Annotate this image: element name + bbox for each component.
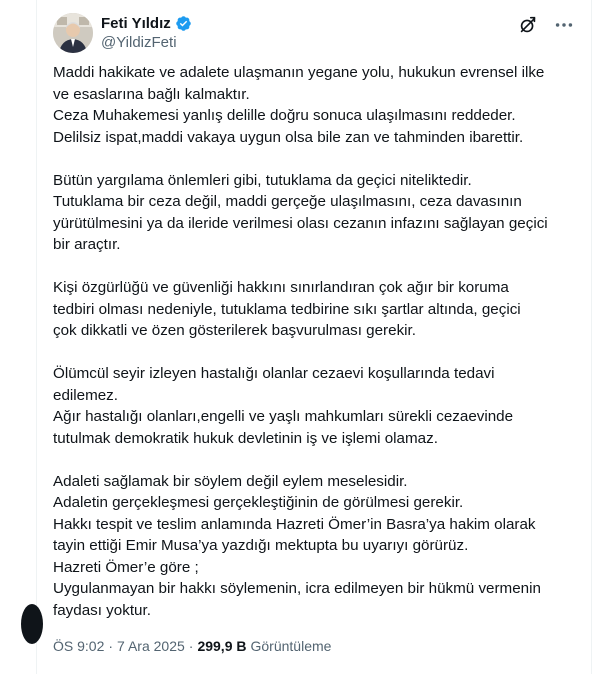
tweet-line: bir araçtır. [53, 236, 121, 253]
author-display-name[interactable]: Feti Yıldız [101, 14, 171, 32]
views-count: 299,9 B [197, 638, 247, 654]
tweet-line: Kişi özgürlüğü ve güvenliği hakkını sınırlandıran çok ağır bir koruma [53, 279, 509, 296]
tweet-line: Hakkı tespit ve teslim anlamında Hazreti Ömer’in Basra’ya hakim olarak [53, 515, 536, 533]
tweet-date[interactable]: 7 Ara 2025 [117, 638, 185, 654]
profile-photo-icon [53, 13, 93, 53]
tweet-line: Adaletin gerçekleşmesi gerçekleştiğinin de görülmesi gerekir. [53, 494, 464, 511]
tweet-paragraph [53, 170, 573, 256]
tweet-header [53, 10, 575, 54]
tweet-line: Ölümcül seyir izleyen hastalığı olanlar cezaevi koşullarında tedavi [53, 365, 495, 382]
tweet-line: ve esaslarına bağlı kalmaktır. [53, 85, 250, 103]
tweet-line: Bütün yargılama önlemleri gibi, tutuklama da geçici niteliktedir. [53, 171, 472, 189]
tweet-line: edilemez. [53, 386, 118, 404]
tweet-line: Uygulanmayan bir hakkı söylemenin, icra edilmeyen bir hükmü vermenin [53, 580, 541, 597]
tweet-paragraph [53, 471, 573, 622]
tweet-time[interactable]: ÖS 9:02 [53, 638, 105, 654]
tweet-line: faydası yoktur. [53, 601, 151, 619]
tweet-line: tutulmak demokratik hukuk devletinin iş ve işlemi olamaz. [53, 429, 438, 447]
tweet-line: tayin ettiği Emir Musa’ya yazdığı mektupta bu uyarıyı görürüz. [53, 537, 469, 554]
verified-badge-icon[interactable] [175, 15, 192, 32]
tweet-line: çok dikkatli ve özen gösterilerek başvurulması gerekir. [53, 322, 416, 339]
more-dots-icon[interactable] [553, 14, 575, 36]
tweet-text [53, 62, 573, 621]
tweet-card [36, 0, 592, 674]
header-actions [517, 14, 575, 36]
meta-separator: · [188, 638, 194, 654]
tweet-line: Delilsiz ispat,maddi vakaya uygun olsa bile zan ve tahminden ibarettir. [53, 128, 524, 146]
tweet-line: Adaleti sağlamak bir söylem değil eylem meselesidir. [53, 472, 408, 490]
tweet-line: Ceza Muhakemesi yanlış delille doğru sonuca ulaşılmasını reddeder. [53, 107, 516, 124]
meta-separator: · [108, 638, 114, 654]
tweet-paragraph [53, 62, 573, 148]
tweet-line: Ağır hastalığı olanları,engelli ve yaşlı mahkumları sürekli cezaevinde [53, 408, 514, 425]
avatar[interactable] [53, 13, 93, 53]
tweet-line: Tutuklama bir ceza değil, maddi gerçeğe ulaşılmasını, ceza davasının [53, 193, 522, 210]
grok-icon[interactable] [517, 14, 539, 36]
author-handle[interactable]: @YildizFeti [101, 34, 177, 51]
tweet-meta [53, 638, 331, 654]
tweet-paragraph [53, 363, 573, 449]
tweet-line: Hazreti Ömer’e göre ; [53, 558, 199, 576]
views-label: Görüntüleme [250, 638, 332, 654]
author-info [101, 13, 192, 51]
tweet-line: Maddi hakikate ve adalete ulaşmanın yegane yolu, hukukun evrensel ilke [53, 64, 545, 81]
tweet-paragraph [53, 277, 573, 342]
scroll-edge-button[interactable] [21, 604, 43, 644]
tweet-line: yürütülmesini ya da ileride verilmesi olası cezanın infazını sağlayan geçici [53, 214, 548, 232]
tweet-line: tedbiri olması nedeniyle, tutuklama tedbirine sıkı şartlar altında, geçici [53, 300, 521, 318]
